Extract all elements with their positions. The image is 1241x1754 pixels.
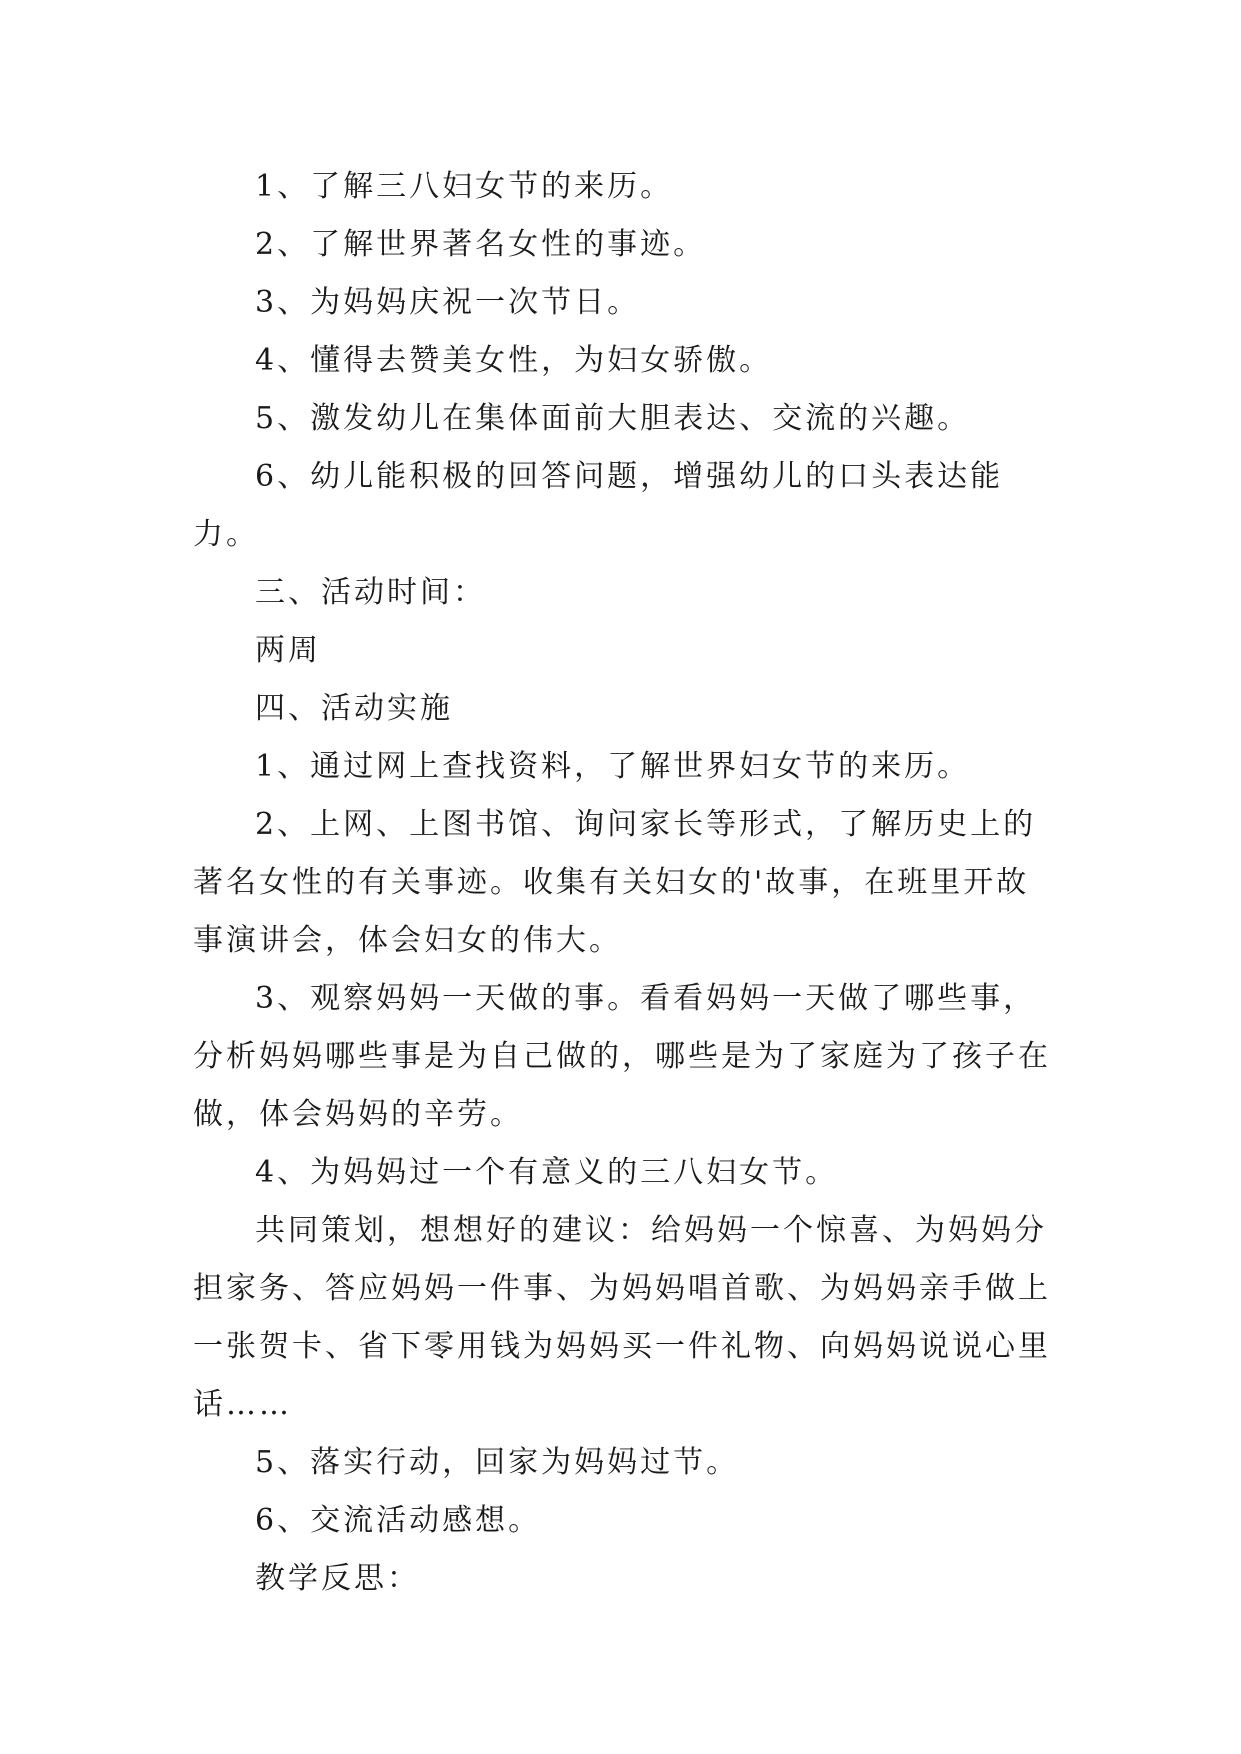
objective-6: 6、幼儿能积极的回答问题，增强幼儿的口头表达能力。 xyxy=(193,459,1004,552)
section-heading-reflection: 教学反思： xyxy=(255,1561,420,1596)
objective-2: 2、了解世界著名女性的事迹。 xyxy=(255,227,707,262)
objective-5: 5、激发幼儿在集体面前大胆表达、交流的兴趣。 xyxy=(255,401,971,436)
objective-4: 4、懂得去赞美女性，为妇女骄傲。 xyxy=(255,343,773,378)
implementation-step-6: 6、交流活动感想。 xyxy=(255,1503,542,1538)
implementation-step-2: 2、上网、上图书馆、询问家长等形式，了解历史上的著名女性的有关事迹。收集有关妇女的'故事，在班里开故事演讲会，体会妇女的伟大。 xyxy=(193,807,1037,958)
section-heading-time: 三、活动时间： xyxy=(255,575,486,610)
activity-duration: 两周 xyxy=(255,633,321,668)
objective-1: 1、了解三八妇女节的来历。 xyxy=(255,169,674,204)
section-heading-implementation: 四、活动实施 xyxy=(255,691,453,726)
implementation-step-4: 4、为妈妈过一个有意义的三八妇女节。 xyxy=(255,1155,839,1190)
implementation-step-1: 1、通过网上查找资料，了解世界妇女节的来历。 xyxy=(255,749,971,784)
objective-3: 3、为妈妈庆祝一次节日。 xyxy=(255,285,641,320)
planning-suggestions: 共同策划，想想好的建议：给妈妈一个惊喜、为妈妈分担家务、答应妈妈一件事、为妈妈唱首歌、为妈妈亲手做上一张贺卡、省下零用钱为妈妈买一件礼物、向妈妈说说心里话…… xyxy=(193,1213,1051,1422)
implementation-step-3: 3、观察妈妈一天做的事。看看妈妈一天做了哪些事，分析妈妈哪些事是为自己做的，哪些是为了家庭为了孩子在做，体会妈妈的辛劳。 xyxy=(193,981,1051,1132)
document-body xyxy=(193,158,1053,1608)
implementation-step-5: 5、落实行动，回家为妈妈过节。 xyxy=(255,1445,740,1480)
